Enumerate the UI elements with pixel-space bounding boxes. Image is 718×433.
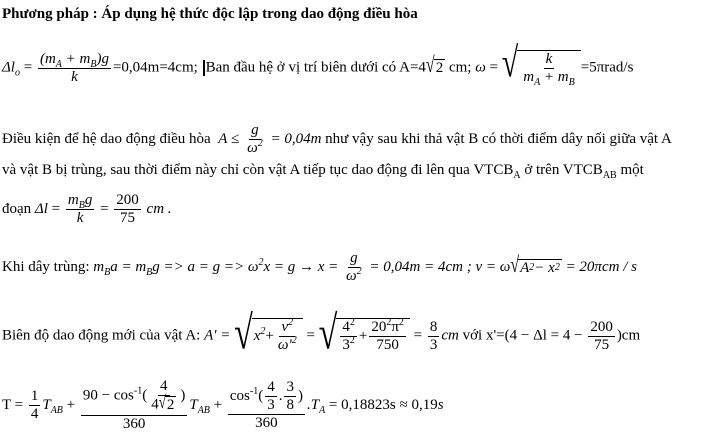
line5-text: Khi dây trùng:	[2, 259, 90, 276]
omega-sqrt: √ $\frac{k}{m_A + m_B}$	[502, 50, 581, 87]
line4-text: đoạn	[2, 201, 32, 218]
equation-line-3	[2, 162, 644, 179]
equation-line-5: Khi dây trùng: $m_Ba = m_Bg => a = g => \omega^2x = g \to x$ = $\frac{g}{\omega^2}$ = 0,04m = 4cm ; v = ω √ A 2 − x 2 = 20πcm / s	[2, 250, 637, 285]
condition-result: = 0,04m	[270, 131, 322, 148]
condition-text-b: như vậy sau khi thả vật B có thời điểm dây nối giữa vật A	[325, 131, 672, 148]
fraction-mass-g: $\frac{(m_A + m_B)g}{k}$	[39, 50, 109, 85]
line3-text-b: ở trên VTCB	[524, 162, 603, 178]
line3-text: và vật B bị trùng, sau thời điểm này chỉ còn vật A tiếp tục dao động đi lên qua VTCB	[2, 162, 514, 178]
frac-200b: 200	[588, 319, 615, 337]
fraction-arccos-2: $\cos^{-1}$( $\frac{4}{3}$ . $\frac{3}{8}$ ) 360	[229, 378, 303, 431]
equation-line-6: Biên độ dao động mới của vật A: A' = √ $x^2$ + $\frac{v^2}{\omega'^2}$ = √ $\frac{4^2}{3^2}$ + $\frac{20^2\pi^2}{750}$ = $\frac{8}{3}$ cm với x'=(4 − Δl = 4 − $\frac{200}{75}$ )cm	[2, 307, 641, 360]
line6-unit: cm	[441, 327, 459, 344]
line4-unit: cm .	[146, 201, 172, 218]
equation-line-7: T = $\frac{1}{4}$ $T_{AB}$ + $90 - \cos^{-1}$( 4 4 √ 2 ) 360 $T_{AB}$ + $\cos^{-1}$( $\frac{4}{3}$ . $\frac{3}{8}$ ) 360 $.T_A = 0,18823s \approx 0,19s$	[2, 378, 444, 432]
frac-75: 75	[120, 210, 136, 227]
line6-text-b: với x'=(4 − Δl = 4 −	[462, 327, 583, 344]
equation-line-1: $\Delta l_o$ = $\frac{(m_A + m_B)g}{k}$ =0,04m=4cm; Ban đầu hệ ở vị trí biên dưới có A=4 √ 2 cm; ω = √ $\frac{k}{m_A + m_B}$ =5πrad/s	[2, 39, 634, 89]
line5-result: = 0,04m = 4cm ;	[369, 259, 472, 276]
delta-l-result: =0,04m=4cm;	[112, 59, 198, 76]
result-8: 8	[428, 319, 440, 337]
condition-text: Điều kiện để hệ dao động điều hòa	[2, 131, 211, 148]
frac-75b: 75	[594, 336, 610, 353]
equation-line-2: Điều kiện để hệ dao động điều hòa A ≤ $\frac{g}{\omega^2}$ = 0,04m như vậy sau khi thả vật B có thời điểm dây nối giữa vật A	[2, 122, 672, 157]
frac-200: 200	[114, 192, 141, 210]
text-cursor	[203, 60, 205, 76]
line6-end: )cm	[616, 327, 641, 344]
result-3: 3	[429, 336, 438, 353]
sub-a: A	[513, 170, 521, 181]
line6-text: Biên độ dao động mới của vật A:	[2, 327, 201, 344]
omega-result: =5πrad/s	[580, 59, 634, 76]
equation-line-4: đoạn Δl = $\frac{m_Bg}{k}$ = $\frac{200}{75}$ cm .	[2, 192, 172, 227]
heading: Phương pháp : Áp dụng hệ thức độc lập trong dao động điều hòa	[2, 6, 418, 22]
sub-ab: AB	[602, 170, 617, 181]
fraction-arccos-1: $90 - \cos^{-1}$( 4 4 √ 2 ) 360	[82, 378, 186, 432]
line3-text-c: một	[620, 162, 644, 178]
